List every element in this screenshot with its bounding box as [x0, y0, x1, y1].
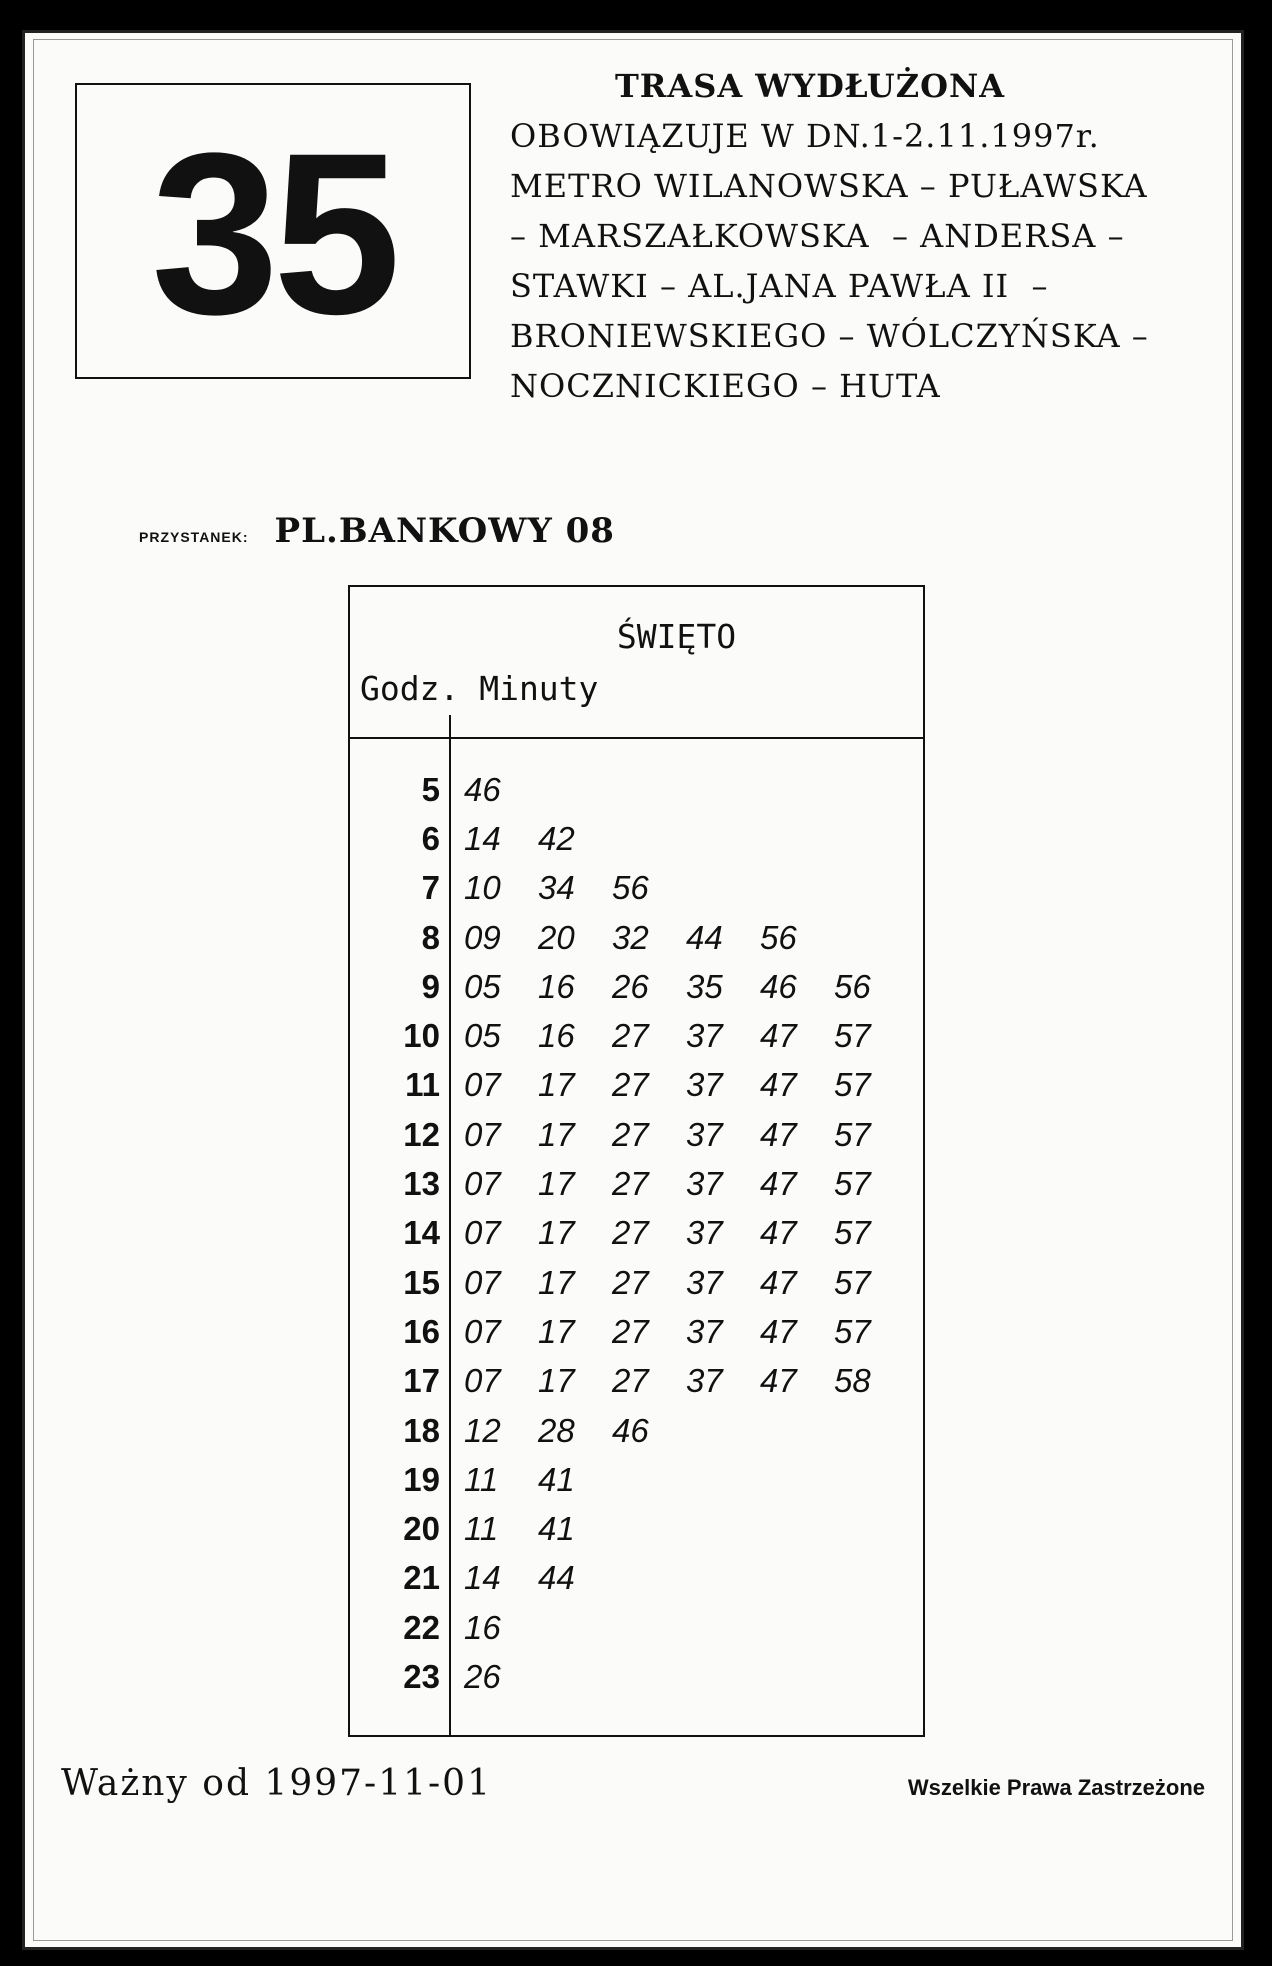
- minute-value: 44: [538, 1559, 575, 1597]
- hour-cell: 8: [421, 918, 440, 956]
- departure-row: [350, 962, 923, 1011]
- minute-value: 46: [760, 967, 797, 1005]
- minutes-cell: [464, 1116, 908, 1154]
- route-header: TRASA WYDŁUŻONA: [614, 67, 1006, 105]
- minute-value: 26: [612, 967, 649, 1005]
- hour-cell: 17: [403, 1362, 440, 1400]
- minute-value: 57: [834, 1312, 871, 1350]
- minute-value: 07: [464, 1214, 501, 1252]
- minute-value: 07: [464, 1362, 501, 1400]
- minute-value: 47: [760, 1263, 797, 1301]
- minute-value: 56: [612, 869, 649, 907]
- minute-value: 37: [686, 1312, 723, 1350]
- minutes-cell: [464, 1559, 612, 1597]
- hour-cell: 16: [403, 1312, 440, 1350]
- minute-value: 57: [834, 1263, 871, 1301]
- minute-value: 37: [686, 1066, 723, 1104]
- minute-value: 17: [538, 1214, 575, 1252]
- timetable-sheet: [22, 30, 1244, 1950]
- minute-value: 57: [834, 1165, 871, 1203]
- hour-cell: 5: [421, 770, 440, 808]
- minutes-cell: [464, 1461, 612, 1499]
- minute-value: 57: [834, 1214, 871, 1252]
- minute-value: 16: [464, 1608, 501, 1646]
- minute-value: 07: [464, 1066, 501, 1104]
- departure-row: [350, 765, 923, 814]
- minute-value: 17: [538, 1066, 575, 1104]
- route-line: NOCZNICKIEGO – HUTA: [510, 367, 941, 405]
- minutes-cell: [464, 869, 686, 907]
- departure-rows: [350, 765, 923, 1702]
- hour-cell: 13: [403, 1165, 440, 1203]
- minute-value: 09: [464, 918, 501, 956]
- minute-value: 17: [538, 1312, 575, 1350]
- departure-row: [350, 1554, 923, 1603]
- header-divider: [350, 737, 923, 739]
- minutes-cell: [464, 968, 908, 1006]
- route-line: STAWKI – AL.JANA PAWŁA II –: [510, 267, 1049, 305]
- departure-row: [350, 864, 923, 913]
- minute-value: 07: [464, 1312, 501, 1350]
- minute-value: 27: [612, 1115, 649, 1153]
- minute-value: 47: [760, 1362, 797, 1400]
- valid-from: Ważny od 1997-11-01: [61, 1763, 492, 1804]
- minutes-cell: [464, 1264, 908, 1302]
- minute-value: 17: [538, 1115, 575, 1153]
- minute-value: 57: [834, 1066, 871, 1104]
- hour-cell: 18: [403, 1411, 440, 1449]
- minutes-cell: [464, 1362, 908, 1400]
- minute-value: 26: [464, 1657, 501, 1695]
- departure-row: [350, 1061, 923, 1110]
- minutes-cell: [464, 771, 538, 809]
- minute-value: 11: [464, 1510, 499, 1548]
- route-number: 35: [151, 105, 395, 362]
- minute-value: 37: [686, 1263, 723, 1301]
- minutes-cell: [464, 1412, 686, 1450]
- hour-cell: 20: [403, 1510, 440, 1548]
- minute-value: 37: [686, 1362, 723, 1400]
- hour-cell: 19: [403, 1460, 440, 1498]
- column-headers: Godz. Minuty: [360, 669, 599, 708]
- minute-value: 35: [686, 967, 723, 1005]
- minute-value: 58: [834, 1362, 871, 1400]
- departure-table: [348, 585, 925, 1737]
- stop-row: [139, 511, 615, 551]
- minute-value: 47: [760, 1214, 797, 1252]
- minute-value: 47: [760, 1312, 797, 1350]
- minute-value: 41: [538, 1460, 575, 1498]
- hour-cell: 23: [403, 1657, 440, 1695]
- minutes-cell: [464, 1066, 908, 1104]
- route-line: BRONIEWSKIEGO – WÓLCZYŃSKA –: [510, 317, 1149, 355]
- hour-cell: 11: [405, 1066, 440, 1104]
- minute-value: 37: [686, 1165, 723, 1203]
- hour-cell: 15: [403, 1263, 440, 1301]
- departure-row: [350, 1110, 923, 1159]
- minute-value: 27: [612, 1312, 649, 1350]
- departure-row: [350, 1159, 923, 1208]
- minutes-cell: [464, 1658, 538, 1696]
- minute-value: 14: [464, 1559, 501, 1597]
- minutes-cell: [464, 1510, 612, 1548]
- rights-notice: Wszelkie Prawa Zastrzeżone: [907, 1775, 1205, 1800]
- route-line: METRO WILANOWSKA – PUŁAWSKA: [510, 167, 1148, 205]
- minute-value: 37: [686, 1214, 723, 1252]
- minute-value: 27: [612, 1263, 649, 1301]
- departure-row: [350, 1258, 923, 1307]
- minutes-cell: [464, 1313, 908, 1351]
- minute-value: 17: [538, 1362, 575, 1400]
- departure-row: [350, 1307, 923, 1356]
- minute-value: 05: [464, 967, 501, 1005]
- day-type-heading: ŚWIĘTO: [616, 617, 737, 656]
- minute-value: 17: [538, 1165, 575, 1203]
- hour-cell: 14: [403, 1214, 440, 1252]
- minutes-cell: [464, 1165, 908, 1203]
- minute-value: 41: [538, 1510, 575, 1548]
- departure-row: [350, 1011, 923, 1060]
- route-number-box: [75, 83, 471, 379]
- minute-value: 10: [464, 869, 501, 907]
- minute-value: 47: [760, 1017, 797, 1055]
- minute-value: 27: [612, 1362, 649, 1400]
- minute-value: 16: [538, 1017, 575, 1055]
- hour-cell: 9: [421, 967, 440, 1005]
- minute-value: 17: [538, 1263, 575, 1301]
- hour-cell: 10: [403, 1017, 440, 1055]
- minutes-cell: [464, 1214, 908, 1252]
- departure-row: [350, 913, 923, 962]
- minute-value: 12: [464, 1411, 501, 1449]
- minute-value: 32: [612, 918, 649, 956]
- departure-row: [350, 814, 923, 863]
- minutes-cell: [464, 820, 612, 858]
- minute-value: 47: [760, 1066, 797, 1104]
- minute-value: 47: [760, 1165, 797, 1203]
- minute-value: 44: [686, 918, 723, 956]
- minute-value: 20: [538, 918, 575, 956]
- minute-value: 37: [686, 1017, 723, 1055]
- minute-value: 07: [464, 1165, 501, 1203]
- minute-value: 07: [464, 1115, 501, 1153]
- route-description: [510, 61, 1230, 411]
- minute-value: 34: [538, 869, 575, 907]
- departure-row: [350, 1652, 923, 1701]
- hour-cell: 7: [421, 869, 440, 907]
- minutes-cell: [464, 1017, 908, 1055]
- hour-cell: 22: [403, 1608, 440, 1646]
- route-line: OBOWIĄZUJE W DN.1-2.11.1997r.: [510, 117, 1100, 155]
- minute-value: 27: [612, 1017, 649, 1055]
- minute-value: 28: [538, 1411, 575, 1449]
- route-line: – MARSZAŁKOWSKA – ANDERSA –: [510, 217, 1125, 255]
- departure-row: [350, 1357, 923, 1406]
- minute-value: 14: [464, 819, 501, 857]
- minute-value: 16: [538, 967, 575, 1005]
- minute-value: 07: [464, 1263, 501, 1301]
- minute-value: 46: [464, 770, 501, 808]
- stop-name: PL.BANKOWY 08: [274, 511, 615, 551]
- hour-cell: 6: [421, 819, 440, 857]
- departure-row: [350, 1406, 923, 1455]
- minute-value: 27: [612, 1214, 649, 1252]
- minute-value: 47: [760, 1115, 797, 1153]
- stop-label: PRZYSTANEK:: [139, 529, 249, 545]
- hour-cell: 12: [403, 1115, 440, 1153]
- minutes-cell: [464, 919, 834, 957]
- minute-value: 57: [834, 1115, 871, 1153]
- minute-value: 56: [760, 918, 797, 956]
- minute-value: 05: [464, 1017, 501, 1055]
- minute-value: 57: [834, 1017, 871, 1055]
- minutes-cell: [464, 1609, 538, 1647]
- minute-value: 27: [612, 1066, 649, 1104]
- departure-row: [350, 1455, 923, 1504]
- departure-row: [350, 1209, 923, 1258]
- minute-value: 11: [464, 1460, 499, 1498]
- departure-row: [350, 1504, 923, 1553]
- minute-value: 37: [686, 1115, 723, 1153]
- minute-value: 46: [612, 1411, 649, 1449]
- hour-cell: 21: [403, 1559, 440, 1597]
- minute-value: 27: [612, 1165, 649, 1203]
- minute-value: 56: [834, 967, 871, 1005]
- minute-value: 42: [538, 819, 575, 857]
- departure-row: [350, 1603, 923, 1652]
